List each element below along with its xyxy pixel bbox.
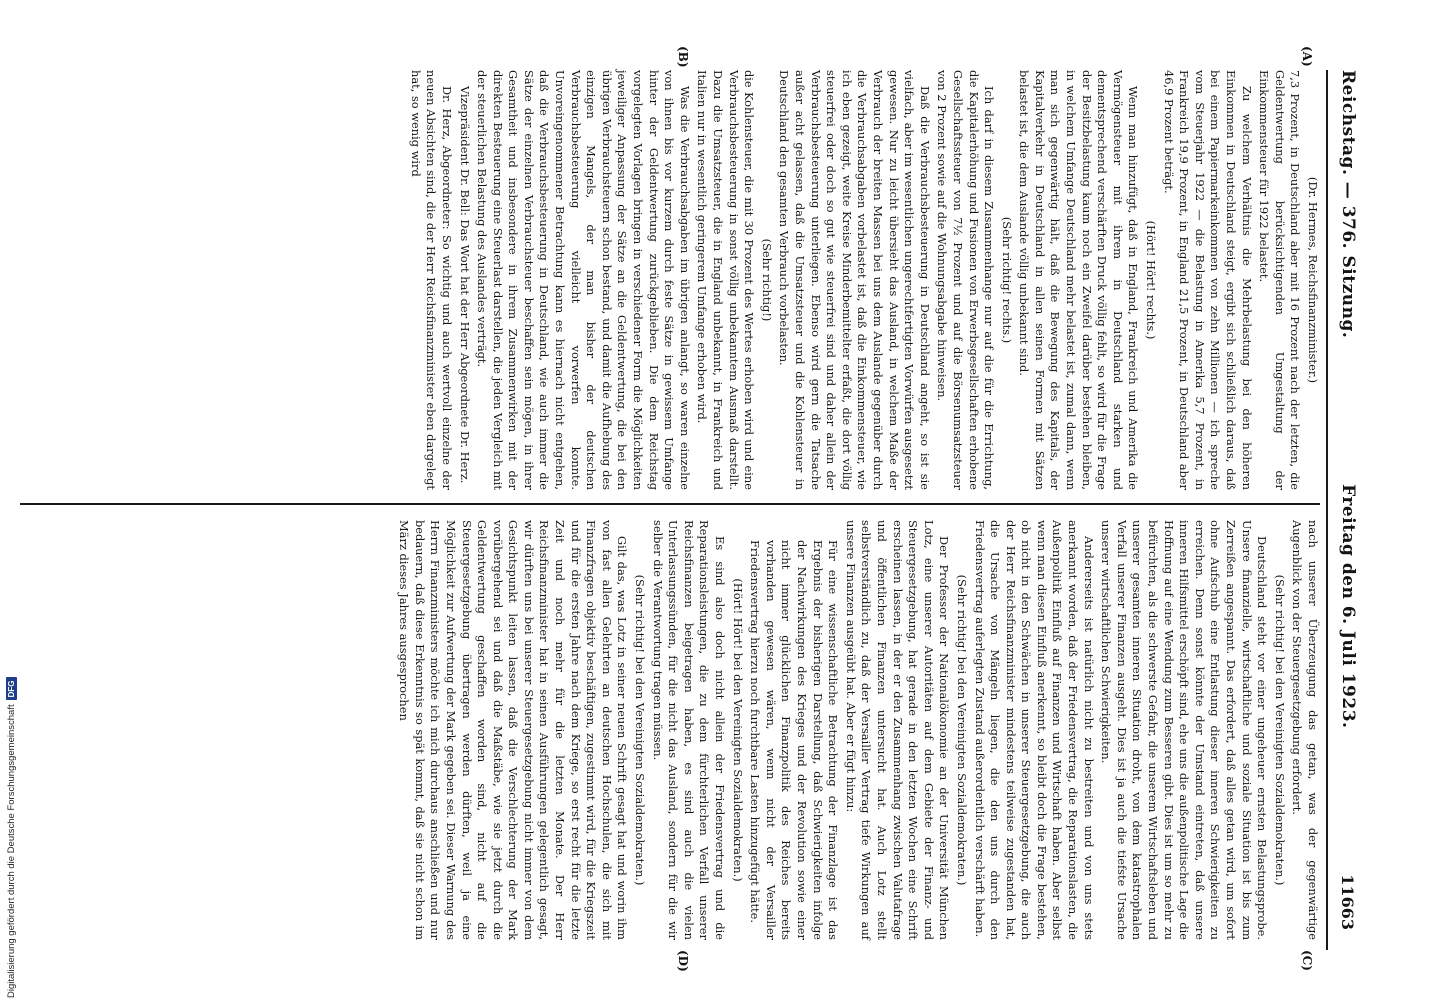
paragraph: Vizepräsident Dr. Bell: Das Wort hat der Herr Abgeordnete Dr. Herz.: [457, 86, 472, 484]
header-date: Freitag den 6. Juli 1923.: [1338, 484, 1358, 729]
header-session-title: Reichstag. — 376. Sitzung.: [1338, 70, 1358, 339]
paragraph: Ich darf in diesem Zusammenhange nur auf die für die Errichtung, die Kapitalerhöhung und Fusionen von Erwerbsgesellschaften erhobene Gesellschaftssteuer von 7½ Prozent und auf die Börsenumsatzsteuer von 2 Prozent sowie auf die Wohnungsabgabe hinweisen.: [935, 70, 997, 490]
footer-attribution-text: Digitalisierung gefördert durch die Deutsche Forschungsgemeinschaft: [6, 704, 17, 998]
paragraph: die Kohlensteuer, die mit 30 Prozent des Wertes erhoben wird und eine Verbrauchsbesteuerung in sonst völlig unbekanntem Ausmaß darstellt. Dazu die Umsatzsteuer, die in England unbekannt, in Frankreich und Italien nur in wesentlich geringerem Umfange erhoben wird.: [695, 70, 757, 490]
header-rule: [1326, 70, 1328, 950]
paragraph: Zu welchem Verhältnis die Mehrbelastung bei den höheren Einkommen in Deutschland steigt, ergibt sich schließlich daraus, daß bei einem Papiermarkeinkommen von zehn Millionen — ich spreche vom Steuerjahr 1922 — die Belastung in Amerika 5,7 Prozent, in Frankreich 19,9 Prozent, in England 21,5 Prozent, in Deutschland aber 46,9 Prozent beträgt.: [1161, 70, 1254, 490]
interjection: (Sehr richtig! bei den Vereinigten Sozialdemokraten.): [633, 574, 648, 886]
dfg-logo-icon: DFG: [6, 678, 17, 701]
margin-marker-a: (A): [1300, 46, 1314, 67]
page-number: 11663: [1338, 874, 1358, 930]
paragraph: Andererseits ist natürlich nicht zu bestreiten und von uns stets anerkannt worden, daß der Friedensvertrag, die Reparationslasten, die Außenpolitik Einfluß auf Finanzen und Wirtschaft haben. Aber selbst wenn man diesen Einfluß anerkennt, so bleibt doch die Frage bestehen, ob nicht in den Schwächen in unserer Steuergesetzgebung, die auch der Herr Reichsfinanzminister mindestens teilweise zugestanden hat, die Ursache von Mängeln liegen, die den uns durch den Friedensvertrag auferlegten Zustand außerordentlich verschärft haben.: [972, 520, 1096, 940]
paragraph: 7,3 Prozent, in Deutschland aber mit 16 Prozent nach der letzten, die Geldentwertung berücksichtigenden Umgestaltung der Einkommensteuer für 1922 belastet.: [1257, 70, 1303, 490]
paragraph: Was die Verbrauchsabgaben im übrigen anlangt, so waren einzelne von ihnen bis vor kurzem durch feste Sätze in gewissem Umfange hinter der Geldentwertung zurückgeblieben. Die dem Reichstag vorgelegten Vorlagen bringen in verschiedener Form die Möglichkeiten jeweiliger Anpassung der Sätze an die Geldentwertung, die bei den übrigen Verbrauchsteuern schon bestand, und damit die Aufhebung des einzigen Mangels, der man bisher der deutschen Verbrauchsbesteuerung vielleicht vorwerfen konnte. Unvoreingenommener Betrachtung kann es hiernach nicht entgehen, daß die Verbrauchsbesteuerung in Deutschland, wie auch immer die Sätze der einzelnen Verbrauchsteuer beschaffen sein mögen, in ihrer Gesamtheit und insbesondere in ihrem Zusammenwirken mit der direkten Besteuerung eine Steuerlast darstellen, die jeden Vergleich mit der steuerlichen Belastung des Auslandes verträgt.: [475, 70, 692, 490]
interjection: (Sehr richtig! bei den Vereinigten Sozialdemokraten.): [954, 574, 969, 886]
interjection: (Sehr richtig!): [759, 238, 774, 322]
interjection: (Sehr richtig! rechts.): [999, 216, 1014, 344]
paragraph: Wenn man hinzufügt, daß in England, Frankreich und Amerika die Vermögensteuer mit ihrem in Deutschland starken und dementsprechend verschärften Druck völlig fehlt, so wird für die Frage der Besitzbelastung kaum noch ein Zweifel darüber bestehen bleiben, in welchem Umfange Deutschland mehr belastet ist, zumal dann, wenn man sich gegenwärtig hält, daß die Bewegung des Kapitals, der Kapitalverkehr in Deutschland in allen seinen Formen mit Sätzen belastet ist, die dem Auslande völlig unbekannt sind.: [1017, 70, 1141, 490]
paragraph: Gilt das, was Lotz in seiner neuen Schrift gesagt hat und worin ihm von fast allen Gelehrten an deutschen Hochschulen, die sich mit Finanzfragen objektiv beschäftigen, zugestimmt wird, für die Kriegszeit und für die ersten Jahre nach dem Kriege, so erst recht für die letzte Zeit und noch mehr für die letzten Monate. Der Herr Reichsfinanzminister hat in seinen Ausführungen gelegentlich gesagt, wir dürften uns bei unserer Steuergesetzgebung nicht immer von dem Gesichtspunkt leiten lassen, daß die Verschlechterung der Mark vorübergehend sei und daß die Maßstäbe, wie sie jetzt durch die Geldentwertung geschaffen worden sind, nicht auf die Steuergesetzgebung übertragen werden dürften, weil ja eine Möglichkeit zur Aufwertung der Mark gegeben sei. Dieser Warnung des Herrn Finanzministers möchte ich mich durchaus anschließen und nur bedauern, daß diese Erkenntnis so spät kommt, daß sie nicht schon im März dieses Jahres ausgesprochen: [397, 520, 630, 940]
margin-marker-d: (D): [676, 950, 690, 972]
speaker-note: (Dr. Hermes, Reichsfinanzminister.): [1306, 176, 1320, 384]
paragraph: Deutschland steht vor einer ungeheuer ernsten Belastungsprobe. Unsere finanzielle, wirtschaftliche und soziale Situation ist bis zum Zerreißen angespannt. Das erfordert, daß alles getan wird, um sofort ohne Aufschub eine Entlastung dieser inneren Schwierigkeiten zu erreichen. Denn sonst könnte der Umstand eintreten, daß unsere inneren Hilfsmittel erschöpft sind, ehe uns die außenpolitische Lage die Hoffnung auf eine Wendung zum Besseren gibt. Dies ist um so mehr zu befürchten, als die schwerste Gefahr, die unserem Wirtschaftsleben und unserer gesamten inneren Situation droht, von dem katastrophalen Verfall unserer Finanzen ausgeht. Dies ist ja auch die tiefste Ursache unserer wirtschaftlichen Schwierigkeiten.: [1099, 520, 1270, 940]
paragraph: Es sind also doch nicht allein der Friedensvertrag und die Reparationsleistungen, die zu dem fürchterlichen Verfall unserer Reichsfinanzen beigetragen haben, es sind auch die vielen Unterlassungssünden, für die nicht das Ausland, sondern für die wir selber die Verantwortung tragen müssen.: [650, 520, 728, 940]
paragraph: Dr. Herz, Abgeordneter: So wichtig und auch wertvoll einzelne der neuen Absichten sind, die der Herr Reichsfinanzminister eben dargelegt hat, so wenig wird: [408, 70, 454, 490]
interjection: (Hört! Hört! rechts.): [1144, 220, 1159, 340]
interjection: (Hört! Hört! bei den Vereinigten Sozialdemokraten.): [730, 578, 745, 882]
quotation: Für eine wissenschaftliche Betrachtung der Finanzlage ist das Ergebnis der bisherigen Darstellung, daß Schwierigkeiten infolge der Nachwirkungen des Krieges und der Revolution sowie einer nicht immer glücklichen Finanzpolitik des Reiches bereits vorhanden gewesen wären, wenn nicht der Versailler Friedensvertrag hierzu noch furchtbare Lasten hinzugefügt hätte.: [748, 540, 841, 940]
paragraph: Daß die Verbrauchsbesteuerung in Deutschland angeht, so ist sie vielfach, aber im wesentlichen ungerechtfertigten Vorwürfen ausgesetzt gewesen. Nur zu leicht übersieht das Ausland, in welchem Maße der Verbrauch der breiten Massen bei uns dem Auslande gegenüber durch die Verbrauchsabgaben vorbelastet ist, daß die Einkommensteuer, wie ich eben gezeigt, weite Kreise Minderbemittelter erfaßt, die dort völlig steuerfrei oder doch so gut wie steuerfrei sind und daher allein der Verbrauchsbesteuerung unterliegen. Ebenso wird gern die Tatsache außer acht gelassen, daß die Umsatzsteuer und die Kohlensteuer in Deutschland den gesamten Verbrauch vorbelasten.: [777, 70, 932, 490]
digitization-footer: [6, 678, 17, 999]
paragraph: Der Professor der Nationalökonomie an der Universität München Lotz, eine unserer Autoritäten auf dem Gebiete der Finanz- und Steuergesetzgebung, hat gerade in den letzten Wochen eine Schrift erscheinen lassen, in der er den Zusammenhang zwischen Valutafrage und öffentlichen Finanzen untersucht hat. Auch Lotz stellt selbstverständlich zu, daß der Versailler Vertrag tiefe Wirkungen auf unsere Finanzen ausgeübt hat. Aber er fügt hinzu:: [843, 520, 952, 940]
margin-marker-c: (C): [1300, 950, 1314, 971]
margin-marker-b: (B): [676, 46, 690, 68]
page-header: [1328, 70, 1368, 930]
right-text-column: [394, 520, 1320, 940]
left-text-column: [405, 70, 1320, 490]
interjection: (Sehr richtig! bei den Vereinigten Sozialdemokraten.): [1272, 574, 1287, 886]
column-divider: [20, 503, 1320, 505]
paragraph: nach unserer Überzeugung das getan, was der gegenwärtige Augenblick von der Steuergesetzgebung erfordert.: [1290, 520, 1320, 940]
